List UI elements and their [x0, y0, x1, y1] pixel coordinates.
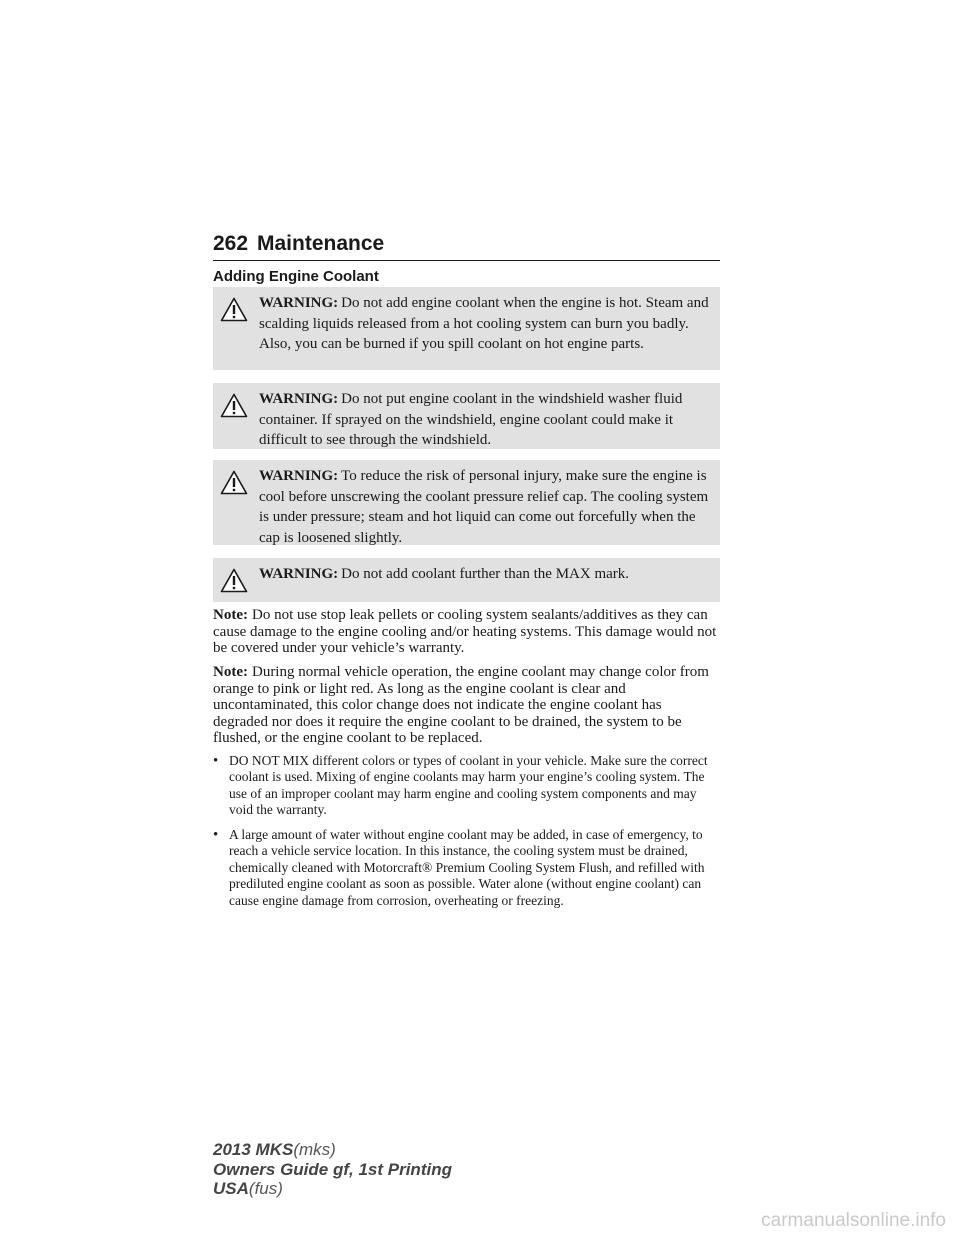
section-title: Maintenance: [257, 232, 385, 255]
warning-triangle-icon: [220, 297, 248, 322]
bullet-text: DO NOT MIX different colors or types of coolant in your vehicle. Make sure the correct coolant is used. Mixing of engine coolants may harm your engine’s cooling system. The use of an improper coolant may harm engine and cooling system components and may void the warranty.: [229, 753, 708, 818]
warning-box: [213, 383, 720, 449]
warning-text: To reduce the risk of personal injury, make sure the engine is cool before unscrewing the coolant pressure relief cap. The cooling system is under pressure; steam and hot liquid can come out forcefully when the cap is loosened slightly.: [259, 468, 709, 546]
bullet-mark: •: [213, 827, 219, 843]
page-number: 262: [213, 232, 249, 255]
note-text: Do not use stop leak pellets or cooling system sealants/additives as they can cause damage to the engine cooling and/or heating systems. This damage would not be covered under your vehicle’s warranty.: [213, 607, 717, 657]
warning-box: [213, 460, 720, 545]
warning-label: WARNING:: [259, 566, 339, 582]
footer-model-code: (mks): [293, 1140, 336, 1159]
footer-market: USA: [213, 1179, 249, 1198]
warning-label: WARNING:: [259, 391, 339, 407]
footer-line-market: [213, 1179, 452, 1199]
warning-text: Do not add engine coolant when the engine is hot. Steam and scalding liquids released from a hot cooling system can burn you badly. Also, you can be burned if you spill coolant on hot engine parts.: [259, 295, 709, 352]
warning-text: Do not add coolant further than the MAX mark.: [341, 566, 630, 582]
warning-triangle-icon: [220, 470, 248, 495]
bullet-text: A large amount of water without engine coolant may be added, in case of emergency, to reach a vehicle service location. In this instance, the cooling system must be drained, chemically cleaned with Motorcraft® Premium Cooling System Flush, and refilled with prediluted engine coolant as soon as possible. Water alone (without engine coolant) can cause engine damage from corrosion, overheating or freezing.: [229, 827, 705, 908]
footer-model: 2013 MKS: [213, 1140, 294, 1159]
page-header: [213, 232, 720, 262]
list-item: [213, 753, 720, 819]
warning-text: Do not put engine coolant in the windshield washer fluid container. If sprayed on the windshield, engine coolant could make it difficult to see through the windshield.: [259, 391, 683, 448]
print-footer: [213, 1140, 452, 1199]
note-label: Note:: [213, 607, 248, 623]
warning-box: [213, 558, 720, 602]
warning-triangle-icon: [220, 393, 248, 418]
bullet-mark: •: [213, 753, 219, 769]
warning-label: WARNING:: [259, 468, 339, 484]
warning-label: WARNING:: [259, 295, 339, 311]
list-item: [213, 827, 720, 909]
warning-box: [213, 287, 720, 370]
watermark: carmanualsonline.info: [761, 1210, 946, 1231]
footer-market-code: (fus): [248, 1179, 283, 1198]
note-paragraph: [213, 664, 720, 747]
warning-triangle-icon: [220, 568, 248, 593]
note-text: During normal vehicle operation, the engine coolant may change color from orange to pink or light red. As long as the engine coolant is clear and uncontaminated, this color change does not indicate the engine coolant has degraded nor does it require the engine coolant to be drained, the system to be flushed, or the engine coolant to be replaced.: [213, 664, 709, 747]
header-rule: [213, 260, 720, 261]
note-label: Note:: [213, 664, 248, 680]
footer-line-model: [213, 1140, 452, 1160]
note-paragraph: [213, 607, 720, 657]
subheading: Adding Engine Coolant: [213, 268, 379, 285]
footer-line-guide: Owners Guide gf, 1st Printing: [213, 1159, 452, 1179]
